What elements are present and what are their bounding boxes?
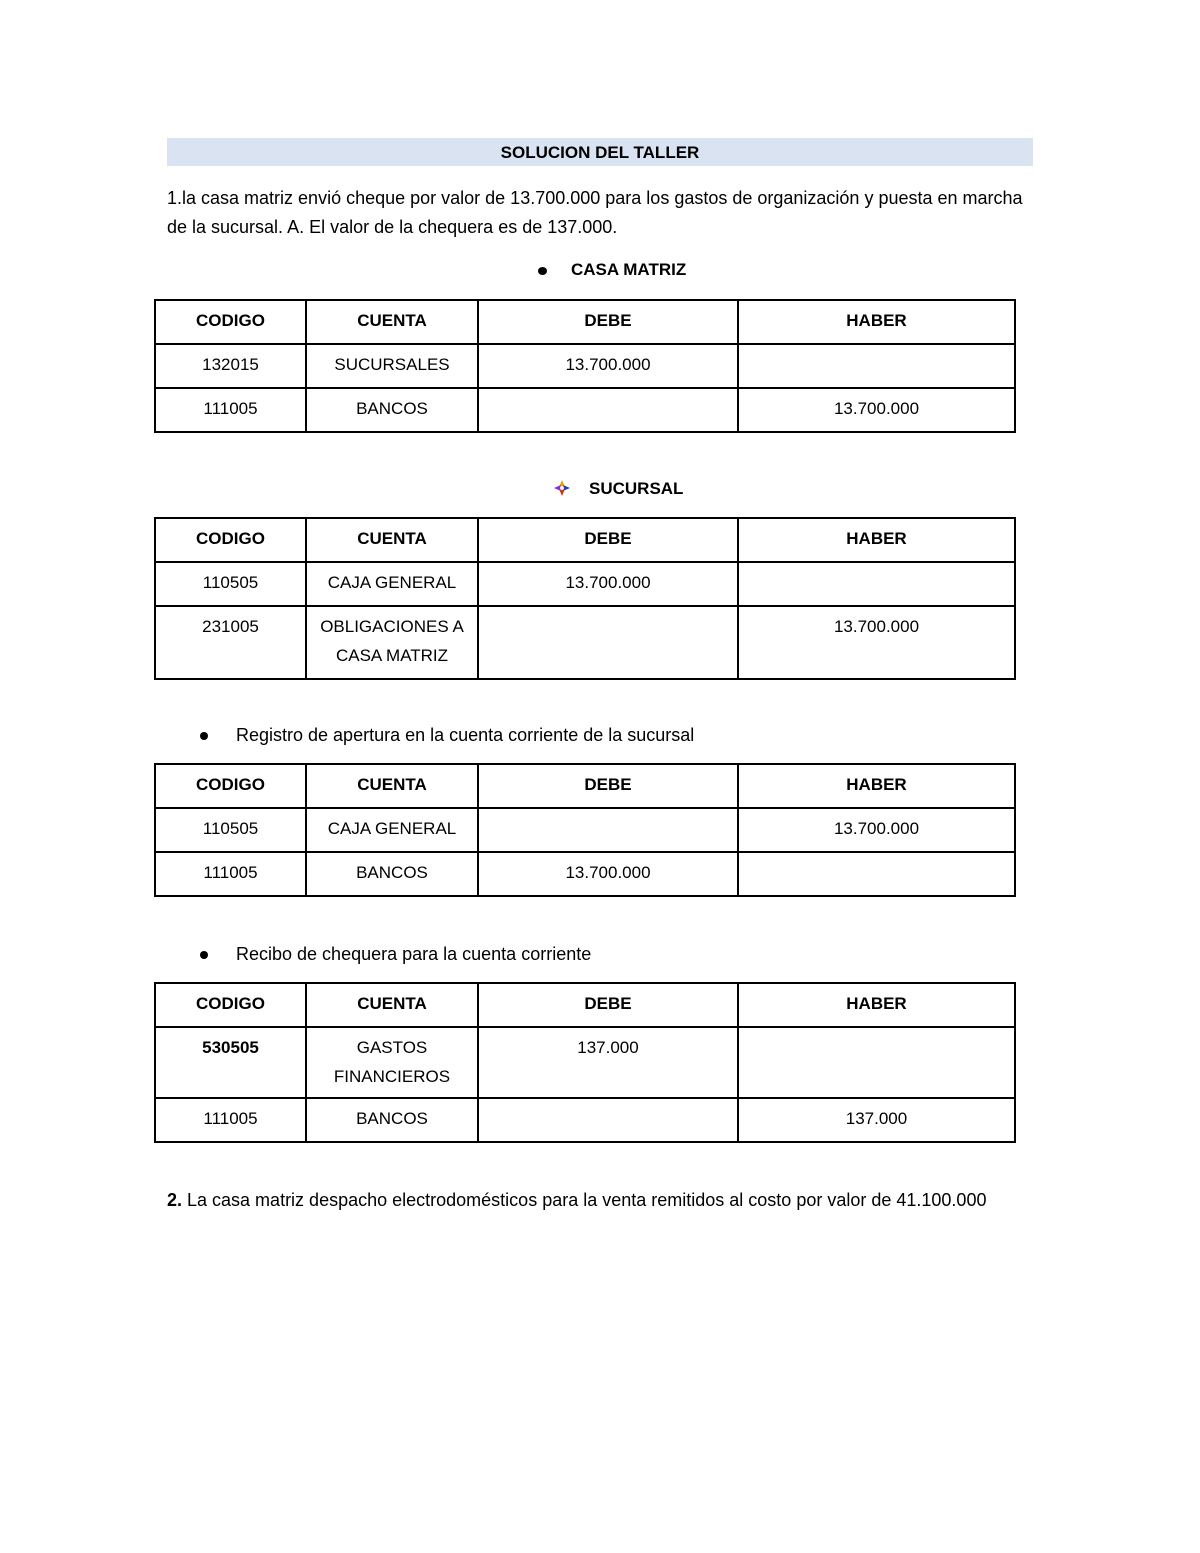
cell-codigo: 132015 [155,344,306,388]
cell-codigo: 111005 [155,852,306,896]
ledger-table-registro-apertura [154,763,1016,897]
cell-debe: 13.700.000 [478,562,738,606]
ledger-table-sucursal [154,517,1016,680]
cell-debe [478,808,738,852]
header-haber: HABER [738,518,1015,562]
cell-debe: 137.000 [478,1027,738,1098]
cell-haber: 13.700.000 [738,388,1015,432]
table-row [155,388,1015,432]
exercise-2-statement [167,1186,1047,1215]
ledger-table-casa-matriz [154,299,1016,433]
header-debe: DEBE [478,300,738,344]
table-row [155,808,1015,852]
cell-haber: 13.700.000 [738,808,1015,852]
cell-haber [738,852,1015,896]
cell-cuenta: CAJA GENERAL [306,808,478,852]
cell-debe: 13.700.000 [478,852,738,896]
table-header-row [155,983,1015,1027]
exercise-2-text: La casa matriz despacho electrodomésticos para la venta remitidos al costo por valor de 41.100.000 [182,1190,987,1210]
header-codigo: CODIGO [155,300,306,344]
header-codigo: CODIGO [155,518,306,562]
bullet-icon [200,732,208,740]
section-sucursal-label: SUCURSAL [589,479,684,498]
cell-cuenta: BANCOS [306,1098,478,1142]
header-cuenta: CUENTA [306,983,478,1027]
table-row [155,1027,1015,1098]
bullet-icon [200,951,208,959]
cell-debe [478,388,738,432]
cell-cuenta: OBLIGACIONES A CASA MATRIZ [306,606,478,679]
cell-haber [738,1027,1015,1098]
cell-cuenta: CAJA GENERAL [306,562,478,606]
table-header-row [155,764,1015,808]
header-cuenta: CUENTA [306,764,478,808]
header-cuenta: CUENTA [306,300,478,344]
header-codigo: CODIGO [155,764,306,808]
cell-codigo: 111005 [155,1098,306,1142]
header-haber: HABER [738,764,1015,808]
table-row [155,344,1015,388]
bullet-icon [538,267,547,275]
cell-codigo: 110505 [155,808,306,852]
section-registro-apertura [200,722,694,748]
cell-cuenta: SUCURSALES [306,344,478,388]
cell-codigo: 110505 [155,562,306,606]
cell-cuenta: BANCOS [306,852,478,896]
section-registro-label: Registro de apertura en la cuenta corriente de la sucursal [236,725,695,745]
section-recibo-label: Recibo de chequera para la cuenta corriente [236,944,592,964]
header-cuenta: CUENTA [306,518,478,562]
table-row [155,606,1015,679]
header-debe: DEBE [478,983,738,1027]
header-codigo: CODIGO [155,983,306,1027]
cell-haber: 137.000 [738,1098,1015,1142]
cell-haber [738,344,1015,388]
exercise-2-number: 2. [167,1190,183,1210]
table-row [155,1098,1015,1142]
table-row [155,562,1015,606]
cell-debe [478,1098,738,1142]
section-casa-matriz-label: CASA MATRIZ [571,260,687,279]
cell-codigo: 231005 [155,606,306,679]
header-haber: HABER [738,983,1015,1027]
arrow-bullet-icon [553,479,571,497]
page-title: SOLUCION DEL TALLER [167,138,1033,166]
cell-codigo: 530505 [155,1027,306,1098]
header-debe: DEBE [478,518,738,562]
table-header-row [155,300,1015,344]
cell-codigo: 111005 [155,388,306,432]
section-sucursal [553,477,683,501]
cell-debe: 13.700.000 [478,344,738,388]
table-row [155,852,1015,896]
cell-haber: 13.700.000 [738,606,1015,679]
cell-debe [478,606,738,679]
section-recibo-chequera [200,941,591,967]
cell-cuenta: BANCOS [306,388,478,432]
table-header-row [155,518,1015,562]
section-casa-matriz [538,258,686,282]
exercise-1-statement: 1.la casa matriz envió cheque por valor de 13.700.000 para los gastos de organización y puesta en marcha de la sucursal. A. El valor de la chequera es de 137.000. [167,188,1023,237]
header-debe: DEBE [478,764,738,808]
header-haber: HABER [738,300,1015,344]
cell-haber [738,562,1015,606]
ledger-table-recibo-chequera [154,982,1016,1143]
cell-cuenta: GASTOS FINANCIEROS [306,1027,478,1098]
